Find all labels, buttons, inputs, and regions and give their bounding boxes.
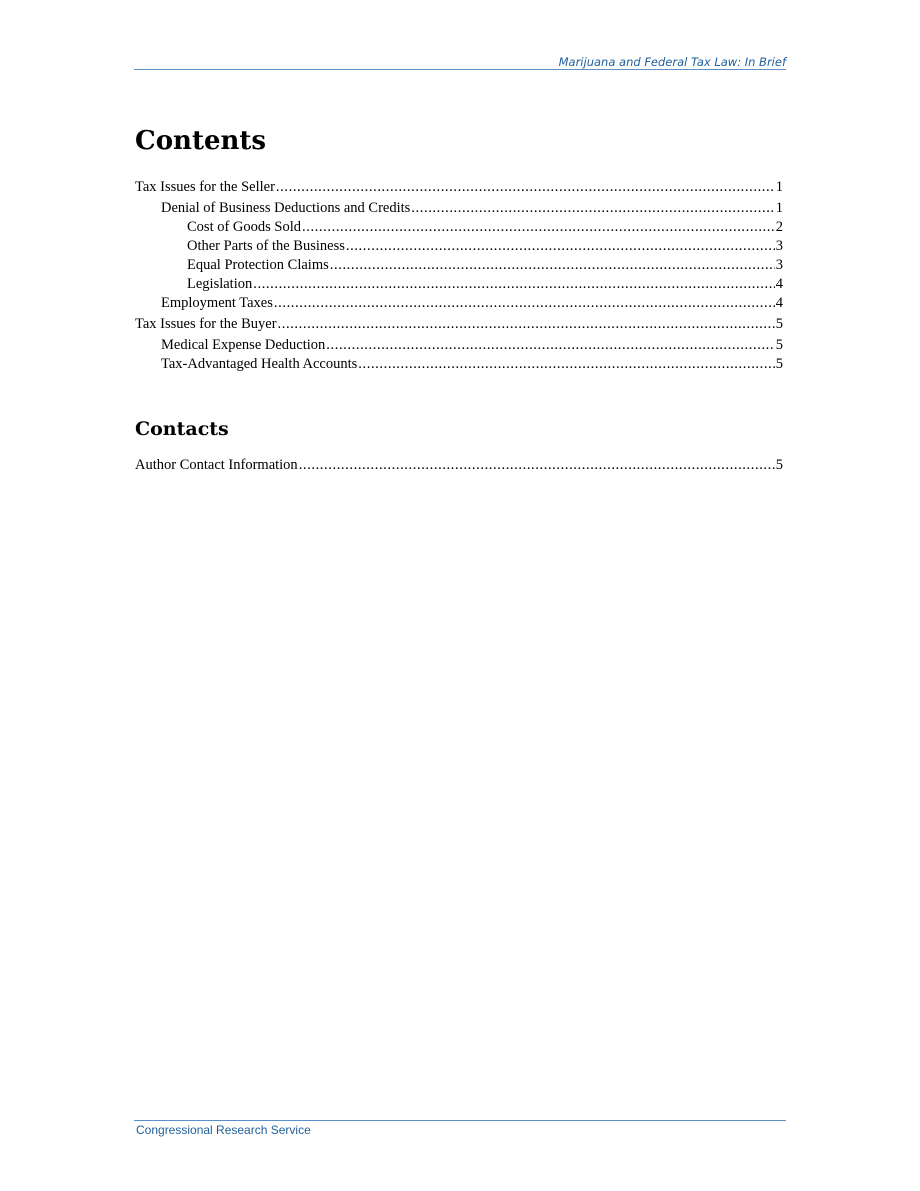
toc-entry-title: Author Contact Information <box>135 457 298 473</box>
toc-entry-denial-deductions[interactable] <box>135 199 783 218</box>
toc-entry-title: Other Parts of the Business <box>187 238 345 254</box>
toc-entry-cost-of-goods[interactable] <box>135 218 783 237</box>
toc-entry-title: Tax Issues for the Seller <box>135 179 275 195</box>
footer-divider <box>134 1120 786 1121</box>
table-of-contents <box>135 178 783 374</box>
contacts-heading: Contacts <box>135 418 229 440</box>
toc-entry-page: 3 <box>775 238 783 254</box>
toc-entry-employment-taxes[interactable] <box>135 294 783 313</box>
toc-entry-page: 5 <box>775 457 783 473</box>
dot-leader <box>346 237 775 256</box>
toc-entry-page: 1 <box>775 179 783 195</box>
dot-leader <box>330 256 775 275</box>
toc-entry-author-contact[interactable] <box>135 456 783 475</box>
toc-entry-other-parts[interactable] <box>135 237 783 256</box>
footer-organization: Congressional Research Service <box>136 1123 311 1137</box>
toc-entry-page: 5 <box>775 356 783 372</box>
dot-leader <box>278 315 775 334</box>
toc-entry-title: Tax Issues for the Buyer <box>135 316 277 332</box>
dot-leader <box>274 294 775 313</box>
toc-entry-title: Cost of Goods Sold <box>187 219 302 235</box>
toc-entry-page: 5 <box>775 337 783 353</box>
toc-entry-title: Employment Taxes <box>161 295 273 311</box>
toc-entry-equal-protection[interactable] <box>135 256 783 275</box>
dot-leader <box>302 218 775 237</box>
toc-entry-tax-issues-seller[interactable] <box>135 178 783 197</box>
toc-entry-title: Denial of Business Deductions and Credits <box>161 200 411 216</box>
toc-entry-title: Medical Expense Deduction <box>161 337 326 353</box>
toc-entry-page: 4 <box>775 276 783 292</box>
toc-entry-title: Tax-Advantaged Health Accounts <box>161 356 358 372</box>
toc-entry-health-accounts[interactable] <box>135 355 783 374</box>
toc-entry-title: Legislation <box>187 276 253 292</box>
toc-entry-title: Equal Protection Claims <box>187 257 329 273</box>
dot-leader <box>326 336 774 355</box>
dot-leader <box>276 178 775 197</box>
contacts-list <box>135 456 783 475</box>
contents-heading: Contents <box>135 126 267 156</box>
dot-leader <box>299 456 775 475</box>
dot-leader <box>411 199 774 218</box>
toc-entry-page: 3 <box>775 257 783 273</box>
dot-leader <box>253 275 775 294</box>
toc-entry-page: 2 <box>775 219 783 235</box>
toc-entry-page: 1 <box>775 200 783 216</box>
toc-entry-page: 4 <box>775 295 783 311</box>
running-header-title: Marijuana and Federal Tax Law: In Brief <box>558 55 786 69</box>
toc-entry-medical-expense[interactable] <box>135 336 783 355</box>
toc-entry-page: 5 <box>775 316 783 332</box>
header-divider <box>134 69 786 70</box>
toc-entry-tax-issues-buyer[interactable] <box>135 315 783 334</box>
toc-entry-legislation[interactable] <box>135 275 783 294</box>
dot-leader <box>358 355 774 374</box>
